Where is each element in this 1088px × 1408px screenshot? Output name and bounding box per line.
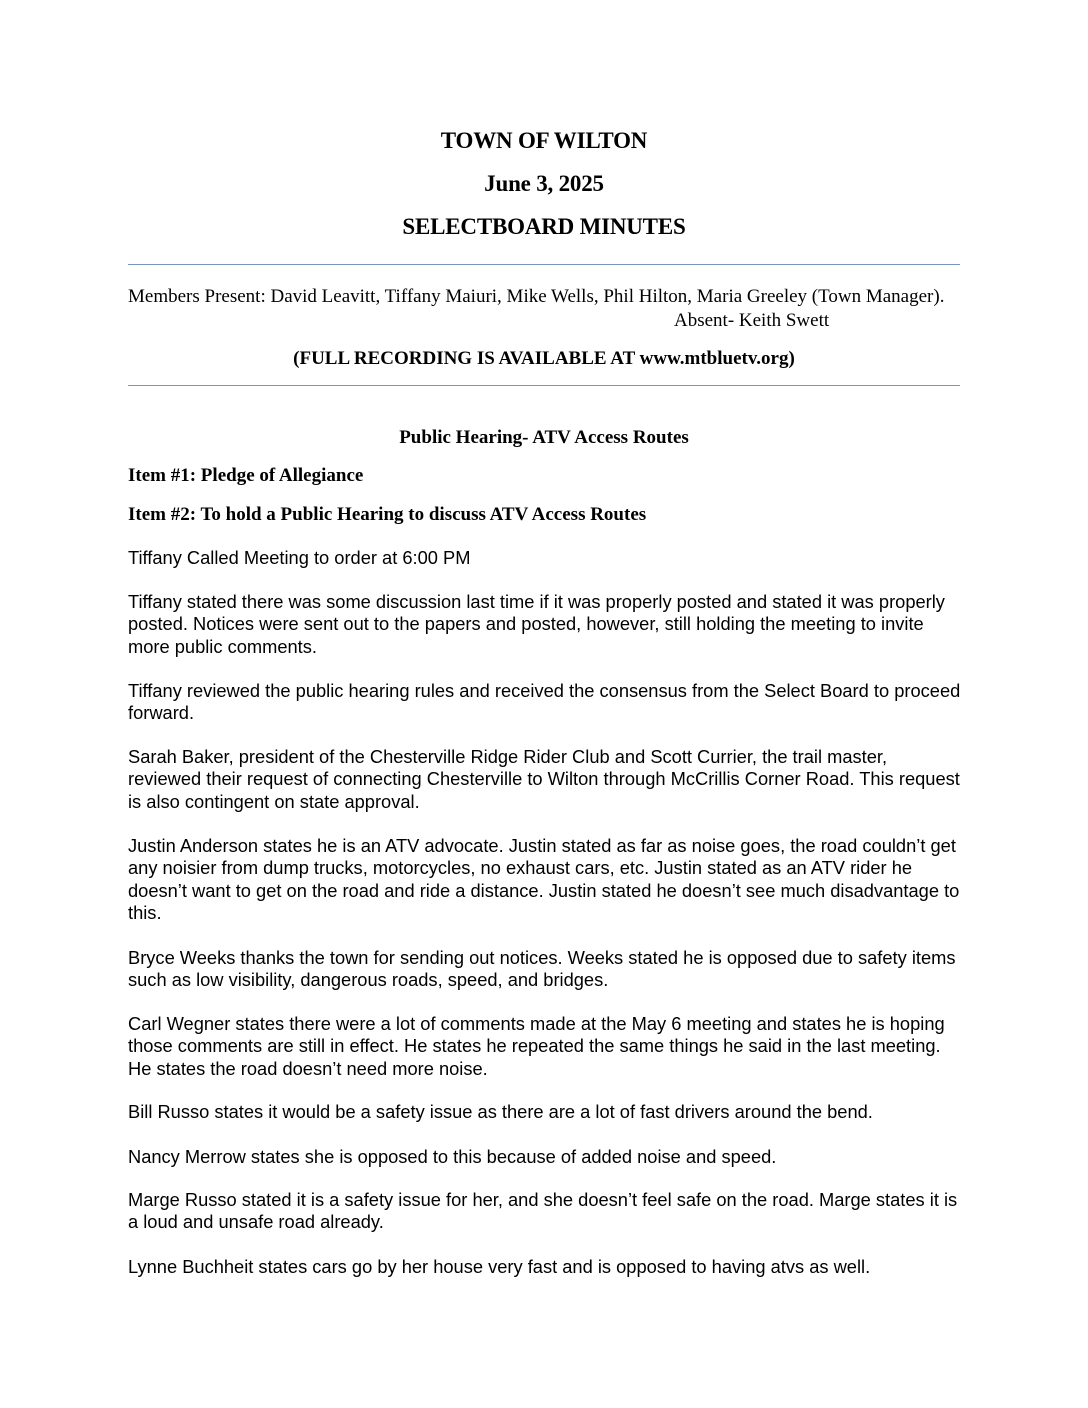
paragraph-call-to-order: Tiffany Called Meeting to order at 6:00 PM — [128, 547, 471, 568]
paragraph-bill-russo: Bill Russo states it would be a safety issue as there are a lot of fast drivers around the bend. — [128, 1101, 873, 1122]
paragraph-nancy-merrow: Nancy Merrow states she is opposed to this because of added noise and speed. — [128, 1146, 777, 1167]
paragraph-rules: Tiffany reviewed the public hearing rules and received the consensus from the Select Board to proceed forward. — [128, 680, 961, 724]
top-divider — [128, 264, 960, 265]
town-title: TOWN OF WILTON — [440, 128, 648, 153]
bottom-divider — [128, 385, 960, 386]
recording-note: (FULL RECORDING IS AVAILABLE AT www.mtbluetv.org) — [293, 348, 795, 369]
agenda-item-2: Item #2: To hold a Public Hearing to discuss ATV Access Routes — [128, 504, 647, 525]
paragraph-bryce-weeks: Bryce Weeks thanks the town for sending out notices. Weeks stated he is opposed due to safety items such as low visibility, dangerous roads, speed, and bridges. — [128, 947, 956, 991]
paragraph-sarah-baker: Sarah Baker, president of the Chesterville Ridge Rider Club and Scott Currier, the trail master, reviewed their request of connecting Chesterville to Wilton through McCrillis Corner Road. This request is also contingent on state approval. — [128, 746, 960, 812]
agenda-item-1: Item #1: Pledge of Allegiance — [128, 465, 364, 486]
paragraph-lynne-buchheit: Lynne Buchheit states cars go by her house very fast and is opposed to having atvs as well. — [128, 1256, 871, 1277]
document-title: SELECTBOARD MINUTES — [402, 214, 686, 239]
absent-members: Absent- Keith Swett — [674, 310, 830, 331]
members-present: Members Present: David Leavitt, Tiffany Maiuri, Mike Wells, Phil Hilton, Maria Greeley (Town Manager). — [128, 286, 945, 307]
paragraph-carl-wegner: Carl Wegner states there were a lot of comments made at the May 6 meeting and states he is hoping those comments are still in effect. He states he repeated the same things he said in the last meeting. He states the road doesn’t need more noise. — [128, 1013, 945, 1079]
paragraph-justin-anderson: Justin Anderson states he is an ATV advocate. Justin stated as far as noise goes, the road couldn’t get any noisier from dump trucks, motorcycles, no exhaust cars, etc. Justin stated as an ATV rider he doesn’t want to get on the road and ride a distance. Justin stated he doesn’t see much disadvantage to this. — [128, 835, 960, 923]
paragraph-posting: Tiffany stated there was some discussion last time if it was properly posted and stated it was properly posted. Notices were sent out to the papers and posted, however, still holding the meeting to invite more public comments. — [128, 591, 945, 657]
section-heading: Public Hearing- ATV Access Routes — [399, 427, 689, 448]
meeting-date: June 3, 2025 — [484, 171, 604, 196]
paragraph-marge-russo: Marge Russo stated it is a safety issue for her, and she doesn’t feel safe on the road. Marge states it is a loud and unsafe road already. — [128, 1189, 958, 1233]
